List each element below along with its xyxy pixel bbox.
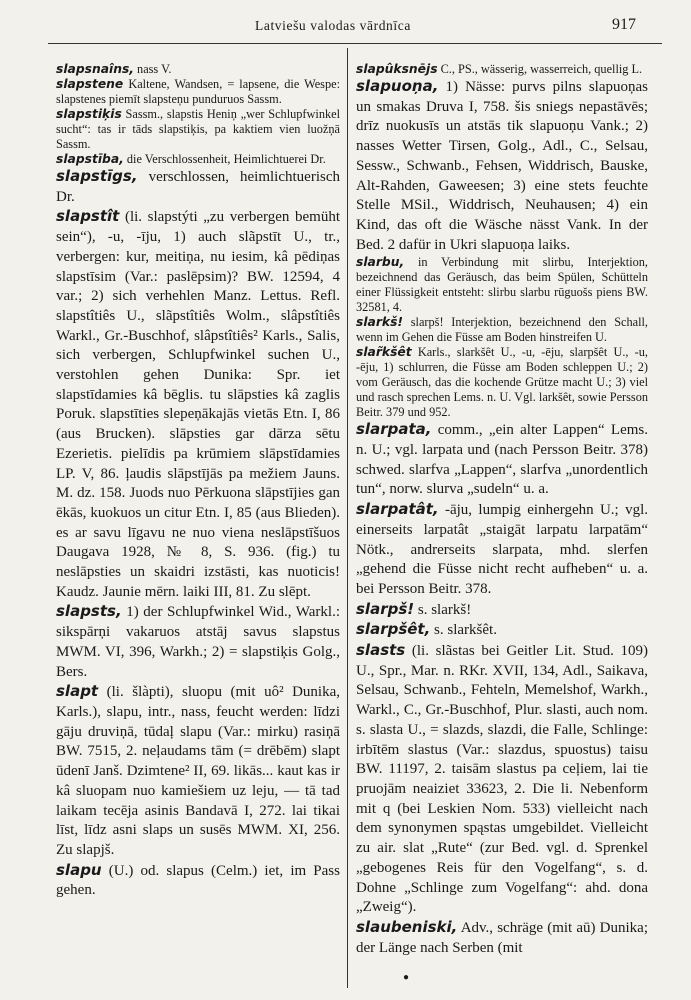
dictionary-entry [356, 420, 648, 500]
printer-mark: ● [403, 972, 410, 983]
entry-text: in Verbindung mit slirbu, Interjektion, bezeichnend das Geräusch, das beim Spülen, Schütteln einer Flüssigkeit entsteht: slirbu slarbu rūguošs piens BW. 32581, 4. [356, 255, 648, 315]
entry-headword: slarpata, [356, 420, 432, 439]
entry-headword: slapt [56, 682, 99, 701]
entry-text: nass V. [133, 62, 172, 76]
entry-headword: slarpš! [356, 599, 415, 618]
dictionary-entry [356, 918, 648, 958]
entry-headword: slarbu, [356, 255, 405, 270]
dictionary-entry [356, 62, 648, 77]
dictionary-entry [56, 77, 340, 107]
dictionary-entry [356, 641, 648, 918]
dictionary-entry [356, 600, 648, 621]
entry-text: -āju, lumpig einhergehn U.; vgl. einerseits larpatât „staigāt larpatu larpatām“ Nötk., andrerseits slarpata, mhd. slerfen „gehend die Füsse nicht recht aufheben“ u. a. bei Persson Beitr. 378. [356, 502, 648, 597]
dictionary-entry [56, 62, 340, 77]
page-number: 917 [612, 16, 636, 33]
entry-headword: slarkš! [356, 315, 404, 330]
entry-headword: slapûksnējs [356, 62, 438, 76]
entry-headword: slapstiķis [56, 107, 122, 121]
entry-text: (li. slapstýti „zu verbergen bemüht sein“), -u, -īju, 1) auch slãpstīt U., tr., verbergen: kur, meitiņa, nu iesim, kâ pēdiņas slapstīsim (Var.: paslēpsim)? BW. 12594, 4 var.; 2) sich verhehlen Manz. Lettus. Refl. slapstîtiês U., slãpstîtiês Wolm., slâpstîtiês Warkl., Gr.-Buschhof, slâpstîtiês² Karls., Salis, sich verbergen, Schlupfwinkel suchen U., verstohlen gehen Dunika: Spr. iet slapstīdamies kâ bēglis. tu slāpsties kâ zaglis Poruk. slapstīties slepeņākajās vietās Etn. I, 86 (aus Brucken). slāpsties gar dārza sētu Ezerietis. pielīdis pa krūmiem slāpstīdamies LP. V, 86. ļaudis slāpstījās pa mežiem Jauns. M. dz. 158. Juods nuo Pērkuona slāpstījies gan ēkās, kuokuos un citur Etn. I, 85 (aus Blieden). es ar savu līgavu ne nuo viena neslāpstīšuos Daugava 1928, № 8, S. 936. (fig.) tu neslāpsties un skaidri izstāsti, kas nuoticis! Kaudz. Jaunie mērn. laiki III, 81. Zu slēpt. [56, 209, 340, 600]
entry-headword: slapsnaîns, [56, 62, 134, 76]
entry-headword: slapstît [56, 207, 120, 226]
entry-text: (li. šlàpti), sluopu (mit uô² Dunika, Karls.), slapu, intr., nass, feucht werden: līdzi gāju druviņā, tūdaļ slapu (Var.: mirku) rasiņā BW. 7515, 2. neļaudams tām (= drēbēm) slapt ūdenī Janš. Dzimtene² II, 69. likās... kaut kas ir kâ sluopam nuo kamiešiem uz leju, — tā tad laikam tecēja asinis Bandavā I, 272. lai tikai līst, līdz asni slaps un susēs MWM. XI, 256. Zu slapjš. [56, 684, 340, 858]
dictionary-entry [56, 602, 340, 682]
entry-text: verschlossen, heimlichtuerisch Dr. [56, 169, 340, 205]
dictionary-entry [356, 255, 648, 315]
dictionary-entry [56, 107, 340, 152]
entry-text: s. slarkš! [414, 601, 472, 618]
entry-text: Adv., schräge (mit aū) Dunika; der Länge nach Serben (mit [356, 919, 648, 956]
entry-headword: slar̃kšêt [356, 345, 412, 360]
entry-text: s. slarkšêt. [430, 622, 497, 639]
entry-text: 1) der Schlupfwinkel Wid., Warkl.: sikspārņi vakaruos atstāj savus slapstus MWM. VI, 396, Warkh.; 2) = slapstiķis Golg., Bers. [56, 604, 340, 680]
entry-headword: slapu [56, 860, 102, 879]
entry-headword: slasts [356, 641, 406, 660]
dictionary-entry [356, 620, 648, 641]
entry-headword: slapsts, [56, 602, 122, 621]
entry-text: comm., „ein alter Lappen“ Lems. n. U.; vgl. larpata und (nach Persson Beitr. 378) schwed. slarfva „Lappen“, slarfva „unordentlich tun“, norw. slurva „sudeln“ u. a. [356, 422, 648, 498]
entry-headword: slaubeniski, [356, 917, 458, 936]
entry-text: slarpš! Interjektion, bezeichnend den Schall, wenn im Gehen die Füsse am Boden hinstreifen U. [356, 315, 648, 345]
entry-text: Sassm., slapstis Heniņ „wer Schlupfwinkel sucht“: tas ir tāds slapstiķis, pa kaktiem vien luožņā Sassm. [56, 107, 340, 151]
dictionary-entry [356, 345, 648, 420]
column-divider [347, 48, 348, 988]
entry-text: 1) Nässe: purvs pilns slapuoņas un smakas Druva I, 758. šis sniegs nepastāvēs; drīz nuokusīs un atstās tik slapuoņu Vank.; 2) nasses Wetter Tirsen, Golg., Adl., C., Selsau, Sessw., Schwanb., Fehsen, Widdrisch, Bauske, Alt-Rahden, Gaweesen; 3) eine stets feuchte Stelle MSil., Widdrisch, Neuhausen; 4) ein Kind, das oft die Wäsche nässt Vank. In der Bed. 2 dafür in Ukri slapuoņa laiks. [356, 79, 648, 253]
entry-text: Kaltene, Wandsen, = lapsene, die Wespe: slapstenes piemīt slapsteņu punduruos Sassm. [56, 77, 340, 106]
header-rule [48, 43, 662, 44]
entry-text: die Verschlossenheit, Heimlichtuerei Dr. [123, 152, 326, 166]
entry-headword: slarpšêt, [356, 620, 431, 639]
entry-headword: slapstība, [56, 152, 124, 166]
dictionary-entry [56, 861, 340, 901]
page-header [0, 18, 691, 38]
entry-text: (U.) od. slapus (Celm.) iet, im Pass gehen. [56, 862, 340, 899]
dictionary-entry [56, 167, 340, 207]
entry-text: (li. slãstas bei Geitler Lit. Stud. 109) U., Spr., Mar. n. RKr. XVII, 134, Adl., Saikava, Selsau, Schwanb., Fehteln, Memelshof, Warkh., Warkl., C., Gr.-Buschhof, Plur. slasti, auch nom. s. slasta U., = slazds, slazdi, die Falle, Schlinge: irbītēm slastus (Var.: slazdus, spuostus) taisu BW. 11197, 2. taisām slastus pa ceļiem, lai tie pruojām neaiziet 33623, 2. Die li. Nebenform mit q (bei Leskien Nom. 533) vielleicht nach dem synonymen spąstas umgebildet. Vielleicht zu air. slat „Rute“ (zur Bed. vgl. d. Sprenkel „gebogenes Reis für den Vogelfang“, s. d. Dohne „Schlinge zum Vogelfang“: ahd. dona „Zweig“). [356, 643, 648, 916]
entry-text: C., PS., wässerig, wasserreich, quellig L. [437, 62, 643, 76]
entry-headword: slapuoņa, [356, 77, 439, 95]
entry-headword: slarpatât, [356, 500, 439, 519]
running-title: Latviešu valodas vārdnīca [255, 18, 411, 33]
dictionary-entry [356, 77, 648, 255]
dictionary-entry [56, 152, 340, 167]
dictionary-entry [356, 500, 648, 600]
entry-text: Karls., slarkšêt U., -u, -ēju, slarpšêt U., -u, -ēju, 1) schlurren, die Füsse am Boden schleppen U.; 2) vom Geräusch, das die kochende Grütze macht U.; 3) viel und rasch sprechen Lems. n. U. Vgl. larkšêt, sowie Persson Beitr. 379 und 952. [356, 345, 648, 420]
dictionary-entry [56, 682, 340, 860]
entry-headword: slapstīgs, [56, 167, 138, 185]
entry-headword: slapstene [56, 77, 124, 91]
right-column [356, 62, 648, 982]
dictionary-entry [56, 207, 340, 602]
dictionary-entry [356, 315, 648, 345]
left-column [56, 62, 340, 977]
